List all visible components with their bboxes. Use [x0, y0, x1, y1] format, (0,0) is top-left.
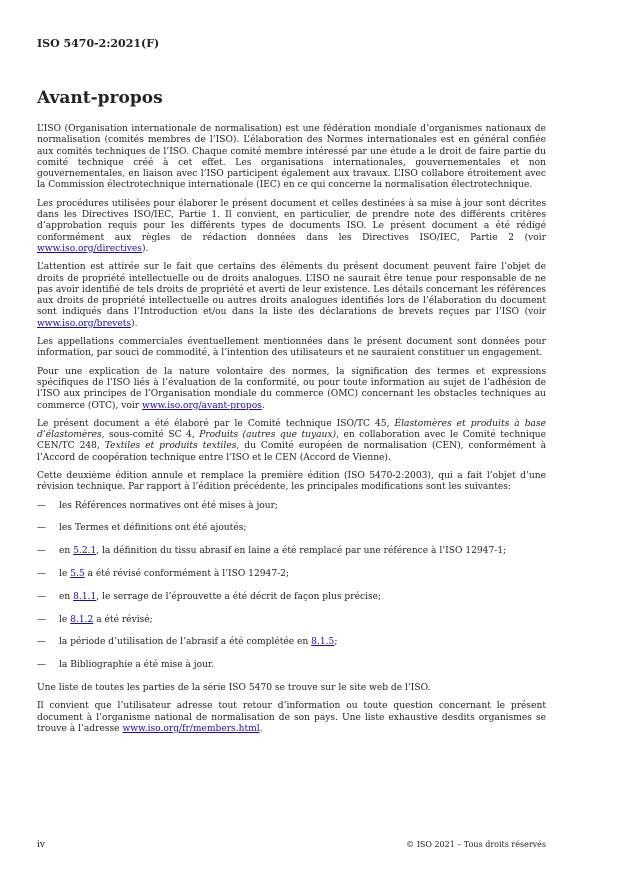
paragraph-committee: Le présent document a été élaboré par le Comité technique ISO/TC 45, Élastomères et produits à base d’élastomères, sous-comité SC 4, Produits (autres que tuyaux), en collaboration avec le Comité technique CEN/TC 248, Textiles et produits textiles, du Comité européen de normalisation (CEN), conformément à l’Accord de coopération technique entre l’ISO et le CEN (Accord de Vienne). — [37, 418, 547, 463]
clause-link[interactable]: 8.1.2 — [70, 614, 94, 625]
paragraph-procedures: Les procédures utilisées pour élaborer le présent document et celles destinées à sa mise à jour sont décrites dans les Directives ISO/IEC, Partie 1. Il convient, en particulier, de prendre note des différents critères d’approbation requis pour les différents types de documents ISO. Le présent document a été rédigé conformément aux règles de rédaction données dans les Directives ISO/IEC, Partie 2 (voir www.iso.org/directives). — [37, 198, 546, 254]
paragraph-feedback: Il convient que l’utilisateur adresse tout retour d’information ou toute question concernant le présent document à l’organisme national de normalisation de son pays. Une liste exhaustive desdits organismes se trouve à l’adresse www.iso.org/fr/members.html. — [37, 701, 546, 734]
clause-link[interactable]: 8.1.5 — [311, 637, 335, 648]
list-item: — le 8.1.2 a été révisé; — [37, 614, 153, 625]
document-id: ISO 5470-2:2021(F) — [37, 37, 160, 50]
patents-link[interactable]: www.iso.org/brevets — [37, 318, 132, 329]
members-link[interactable]: www.iso.org/fr/members.html — [122, 723, 260, 734]
list-item: — le 5.5 a été révisé conformément à l’ISO 12947-2; — [37, 569, 290, 579]
list-item: — les Références normatives ont été mises à jour; — [37, 500, 279, 511]
paragraph-trade-names: Les appellations commerciales éventuellement mentionnées dans le présent document sont données pour information, par souci de commodité, à l’intention des utilisateurs et ne sauraient constituer un engagement. — [37, 337, 546, 359]
page-number: iv — [37, 840, 45, 850]
copyright-notice: © ISO 2021 – Tous droits réservés — [406, 840, 546, 849]
paragraph-series: Une liste de toutes les parties de la série ISO 5470 se trouve sur le site web de l’ISO. — [37, 682, 431, 693]
paragraph-voluntary-nature: Pour une explication de la nature volontaire des normes, la signification des termes et expressions spécifiques de l’ISO liés à l’évaluation de la conformité, ou pour toute information au sujet de l’adhésion de l’ISO aux principes de l’Organisation mondiale du commerce (OMC) concernant les obstacles techniques au commerce (OTC), voir www.iso.org/avant-propos. — [37, 366, 546, 411]
list-item: — les Termes et définitions ont été ajoutés; — [37, 523, 247, 534]
list-item: — la Bibliographie a été mise à jour. — [37, 660, 215, 671]
changes-list — [37, 501, 546, 672]
directives-link[interactable]: www.iso.org/directives — [37, 243, 142, 254]
page-title: Avant-propos — [37, 88, 163, 108]
paragraph-iso-intro: L’ISO (Organisation internationale de normalisation) est une fédération mondiale d’organismes nationaux de normalisation (comités membres de l’ISO). L’élaboration des Normes internationales est en général confiée aux comités techniques de l’ISO. Chaque comité membre intéressé par une étude a le droit de faire partie du comité technique créé à cet effet. Les organisations internationales, gouvernementales et non gouvernementales, en liaison avec l’ISO participent également aux travaux. L’ISO collabore étroitement avec la Commission électrotechnique internationale (IEC) en ce qui concerne la normalisation électrotechnique. — [37, 124, 546, 191]
clause-link[interactable]: 8.1.1 — [73, 591, 97, 602]
paragraph-edition: Cette deuxième édition annule et remplace la première édition (ISO 5470-2:2003), qui a fait l’objet d’une révision technique. Par rapport à l’édition précédente, les principales modifications sont les suivantes: — [37, 471, 546, 493]
foreword-body — [37, 124, 546, 742]
list-item: — la période d’utilisation de l’abrasif a été complétée en 8.1.5; — [37, 637, 338, 648]
clause-link[interactable]: 5.5 — [70, 569, 85, 579]
list-item: — en 5.2.1, la définition du tissu abrasif en laine a été remplacé par une référence à l’ISO 12947-1; — [37, 546, 507, 557]
clause-link[interactable]: 5.2.1 — [73, 546, 97, 557]
foreword-link[interactable]: www.iso.org/avant-propos — [142, 400, 262, 411]
list-item: — en 8.1.1, le serrage de l’éprouvette a été décrit de façon plus précise; — [37, 591, 382, 602]
paragraph-patents: L’attention est attirée sur le fait que certains des éléments du présent document peuvent faire l’objet de droits de propriété intellectuelle ou de droits analogues. L’ISO ne saurait être tenue pour responsable de ne pas avoir identifié de tels droits de propriété et averti de leur existence. Les détails concernant les références aux droits de propriété intellectuelle ou autres droits analogues identifiés lors de l’élaboration du document sont indiqués dans l’Introduction et/ou dans la liste des déclarations de brevets reçues par l’ISO (voir www.iso.org/brevets). — [37, 262, 546, 329]
